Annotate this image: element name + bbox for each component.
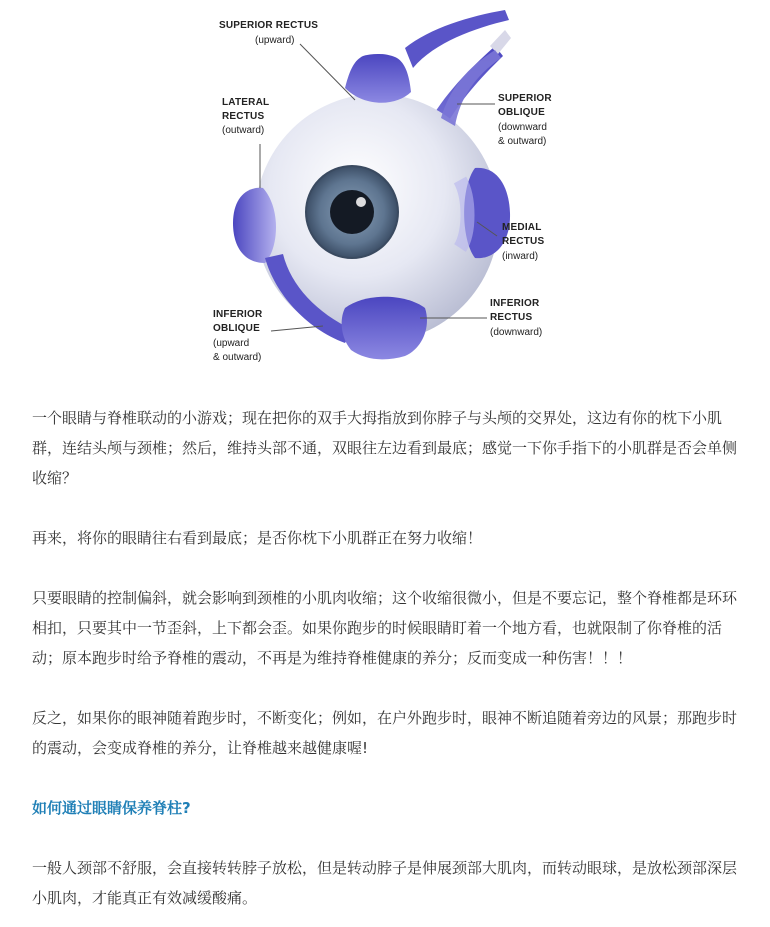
label-superior-oblique-dir1: (downward	[498, 122, 547, 133]
label-medial-rectus-2: RECTUS	[502, 236, 545, 247]
label-inferior-oblique-dir2: & outward)	[213, 352, 262, 363]
paragraph-running-gaze: 反之，如果你的眼神随着跑步时，不断变化；例如，在户外跑步时，眼神不断追随着旁边的风景；那跑步时的震动，会变成脊椎的养分，让脊椎越来越健康喔!	[32, 709, 738, 757]
label-lateral-rectus-dir: (outward)	[222, 125, 265, 136]
article-body	[32, 403, 744, 913]
label-inferior-oblique-2: OBLIQUE	[213, 323, 260, 334]
label-inferior-rectus-1: INFERIOR	[490, 298, 540, 309]
label-superior-rectus: SUPERIOR RECTUS	[219, 20, 319, 31]
superior-rectus-muscle	[345, 54, 411, 103]
paragraph-look-right: 再来，将你的眼睛往右看到最底；是否你枕下小肌群正在努力收缩！	[32, 529, 483, 547]
paragraph-neck-relief: 一般人颈部不舒服，会直接转转脖子放松，但是转动脖子是伸展颈部大肌肉，而转动眼球，是放松颈部深层小肌肉，才能真正有效减缓酸痛。	[32, 859, 738, 907]
label-lateral-rectus-2: RECTUS	[222, 111, 265, 122]
label-inferior-rectus-dir: (downward)	[490, 327, 543, 338]
paragraph-eye-spine-game: 一个眼睛与脊椎联动的小游戏；现在把你的双手大拇指放到你脖子与头颅的交界处，这边有你的枕下小肌群，连结头颅与颈椎；然后，维持头部不通，双眼往左边看到最底；感觉一下你手指下的小肌群是否会单侧收缩？	[32, 409, 738, 487]
inferior-rectus-muscle	[342, 297, 427, 360]
label-medial-rectus-1: MEDIAL	[502, 222, 542, 233]
label-medial-rectus-dir: (inward)	[502, 251, 539, 262]
label-lateral-rectus-1: LATERAL	[222, 97, 270, 108]
label-superior-oblique-1: SUPERIOR	[498, 93, 552, 104]
label-inferior-oblique-dir1: (upward	[213, 338, 250, 349]
lateral-rectus-muscle	[233, 188, 276, 263]
paragraph-eye-control: 只要眼睛的控制偏斜，就会影响到颈椎的小肌肉收缩；这个收缩很微小，但是不要忘记，整个脊椎都是环环相扣，只要其中一节歪斜，上下都会歪。如果你跑步的时候眼睛盯着一个地方看，也就限制了你脊椎的活动；原本跑步时给予脊椎的震动，不再是为维持脊椎健康的养分；反而变成一种伤害！！！	[32, 589, 738, 667]
label-superior-oblique-2: OBLIQUE	[498, 107, 545, 118]
eye-muscles-svg	[205, 8, 568, 370]
section-heading: 如何通过眼睛保养脊柱?	[32, 799, 191, 817]
label-inferior-oblique-1: INFERIOR	[213, 309, 263, 320]
label-superior-rectus-dir: (upward)	[255, 35, 295, 46]
label-inferior-rectus-2: RECTUS	[490, 312, 533, 323]
label-superior-oblique-dir2: & outward)	[498, 136, 547, 147]
eye-muscles-diagram	[205, 8, 568, 370]
pupil	[330, 190, 374, 234]
